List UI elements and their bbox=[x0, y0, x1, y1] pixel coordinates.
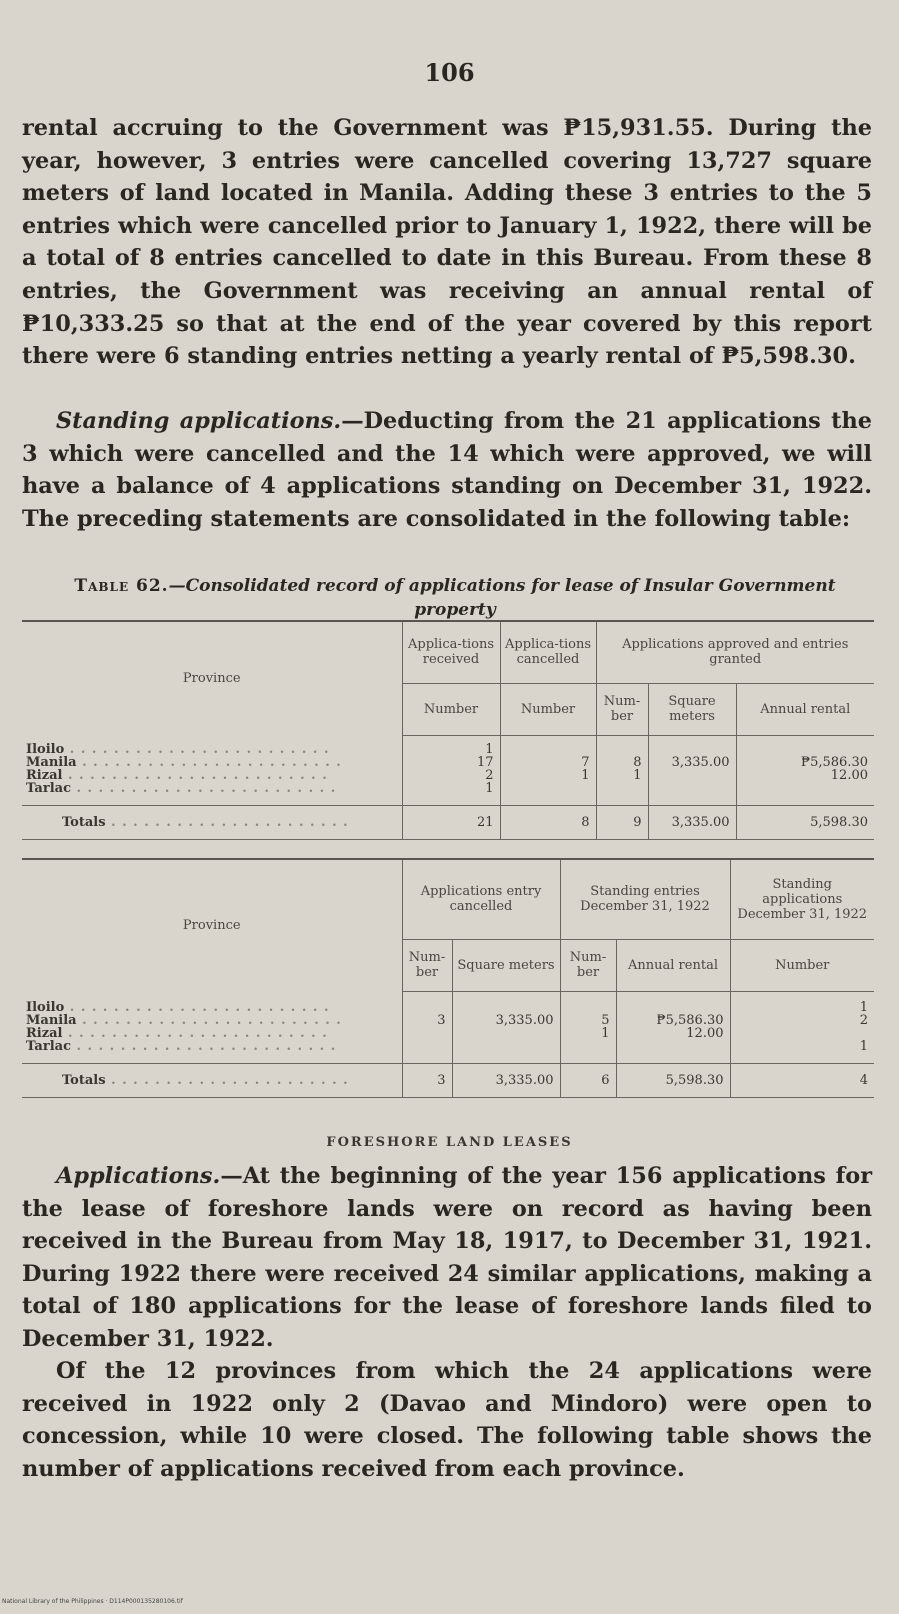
cell-received: 1 bbox=[402, 743, 500, 756]
cell-sqm: 3,335.00 bbox=[648, 756, 736, 769]
cell-num bbox=[402, 1040, 452, 1053]
total-num: 3 bbox=[402, 1063, 452, 1097]
cell-received: 1 bbox=[402, 782, 500, 795]
province-name: Tarlac bbox=[26, 1040, 71, 1053]
paragraph-lead: Standing applications. bbox=[56, 408, 342, 434]
header-entry-cancelled: Applications entry cancelled bbox=[402, 859, 560, 939]
subheader-number: Num-ber bbox=[560, 939, 616, 991]
table-row: Manila . . . . . . . . . . . . . . . . . . . . . . . . 17 7 8 3,335.00 ₱5,586.30 bbox=[22, 756, 874, 769]
total-num: 6 bbox=[560, 1063, 616, 1097]
cell-num bbox=[560, 1040, 616, 1053]
header-approved: Applications approved and entries granted bbox=[596, 621, 874, 683]
header-standing-applications: Standing applications December 31, 1922 bbox=[730, 859, 874, 939]
header-cancelled: Applica-tions cancelled bbox=[500, 621, 596, 683]
cell-rental bbox=[616, 1040, 730, 1053]
paragraph-standing-applications bbox=[22, 405, 872, 535]
province-name: Manila bbox=[26, 1014, 77, 1027]
cell-standing: 1 bbox=[730, 1001, 874, 1014]
cell-num: 3 bbox=[402, 1014, 452, 1027]
header-received: Applica-tions received bbox=[402, 621, 500, 683]
table-row: Iloilo . . . . . . . . . . . . . . . . . . . . . . . . 1 bbox=[22, 743, 874, 756]
totals-label: Totals bbox=[62, 814, 106, 830]
province-name: Rizal bbox=[26, 1027, 63, 1040]
subheader-annual-rental: Annual rental bbox=[616, 939, 730, 991]
cell-sqm bbox=[648, 782, 736, 795]
table-title: —Consolidated record of applications for lease of Insular Government property bbox=[168, 576, 836, 620]
table-applications bbox=[22, 620, 874, 840]
cell-standing: 1 bbox=[730, 1040, 874, 1053]
cell-sqm: 3,335.00 bbox=[452, 1014, 560, 1027]
table-row: Iloilo . . . . . . . . . . . . . . . . . . . . . . . . 1 bbox=[22, 1001, 874, 1014]
cell-num: 8 bbox=[596, 756, 648, 769]
table-row: Rizal . . . . . . . . . . . . . . . . . . . . . . . . 2 1 1 12.00 bbox=[22, 769, 874, 782]
cell-sqm bbox=[648, 769, 736, 782]
totals-label: Totals bbox=[62, 1072, 106, 1088]
header-standing-entries: Standing entries December 31, 1922 bbox=[560, 859, 730, 939]
total-received: 21 bbox=[402, 805, 500, 839]
total-standing: 4 bbox=[730, 1063, 874, 1097]
total-sqm: 3,335.00 bbox=[452, 1063, 560, 1097]
totals-row: Totals . . . . . . . . . . . . . . . . . . . . . . 21 8 9 3,335.00 5,598.30 bbox=[22, 805, 874, 839]
paragraph-text: —At the beginning of the year 156 applications for the lease of foreshore lands were on record as having been received in the Bureau from May 18, 1917, to December 31, 1921. During 1922 there were received 24 similar applications, making a total of 180 applications for the lease of foreshore lands filed to December 31, 1922. bbox=[22, 1163, 872, 1352]
scan-footer: National Library of the Philippines · D114P000135280106.tif bbox=[2, 1598, 183, 1605]
table-row: Tarlac . . . . . . . . . . . . . . . . . . . . . . . . 1 bbox=[22, 1040, 874, 1053]
paragraph-applications bbox=[22, 1160, 872, 1356]
total-rental: 5,598.30 bbox=[616, 1063, 730, 1097]
cell-standing: 2 bbox=[730, 1014, 874, 1027]
cell-rental: ₱5,586.30 bbox=[736, 756, 874, 769]
paragraph-lead: Applications. bbox=[56, 1163, 221, 1189]
province-name: Rizal bbox=[26, 769, 63, 782]
table-row: Manila . . . . . . . . . . . . . . . . . . . . . . . . 3 3,335.00 5 ₱5,586.30 2 bbox=[22, 1014, 874, 1027]
cell-rental: ₱5,586.30 bbox=[616, 1014, 730, 1027]
table-number: Table 62. bbox=[74, 576, 169, 596]
table-entries bbox=[22, 858, 874, 1098]
cell-sqm bbox=[452, 1027, 560, 1040]
cell-cancelled: 1 bbox=[500, 769, 596, 782]
subheader-number: Num-ber bbox=[596, 683, 648, 735]
page-number: 106 bbox=[424, 58, 475, 87]
cell-num: 1 bbox=[560, 1027, 616, 1040]
total-rental: 5,598.30 bbox=[736, 805, 874, 839]
subheader-number: Num-ber bbox=[402, 939, 452, 991]
province-name: Iloilo bbox=[26, 743, 65, 756]
totals-row: Totals . . . . . . . . . . . . . . . . . . . . . . 3 3,335.00 6 5,598.30 4 bbox=[22, 1063, 874, 1097]
paragraph-rental bbox=[22, 112, 872, 373]
subheader-square-meters: Square meters bbox=[648, 683, 736, 735]
cell-rental bbox=[736, 782, 874, 795]
paragraph-text: Of the 12 provinces from which the 24 applications were received in 1922 only 2 (Davao and Mindoro) were open to concession, while 10 were closed. The following table shows the number of applications received from each province. bbox=[22, 1358, 872, 1482]
paragraph-rental-text: rental accruing to the Government was ₱15,931.55. During the year, however, 3 entries were cancelled covering 13,727 square meters of land located in Manila. Adding these 3 entries to the 5 entries which were cancelled prior to January 1, 1922, there will be a total of 8 entries cancelled to date in this Bureau. From these 8 entries, the Government was receiving an annual rental of ₱10,333.25 so that at the end of the year covered by this report there were 6 standing entries netting a yearly rental of ₱5,598.30. bbox=[22, 115, 872, 370]
cell-standing bbox=[730, 1027, 874, 1040]
section-title: FORESHORE LAND LEASES bbox=[326, 1135, 573, 1150]
subheader-number: Number bbox=[730, 939, 874, 991]
total-num: 9 bbox=[596, 805, 648, 839]
cell-cancelled bbox=[500, 782, 596, 795]
header-province: Province bbox=[22, 859, 402, 991]
header-province: Province bbox=[22, 621, 402, 735]
cell-cancelled: 7 bbox=[500, 756, 596, 769]
cell-num bbox=[596, 782, 648, 795]
cell-rental: 12.00 bbox=[736, 769, 874, 782]
cell-rental: 12.00 bbox=[616, 1027, 730, 1040]
subheader-number: Number bbox=[500, 683, 596, 735]
cell-received: 2 bbox=[402, 769, 500, 782]
subheader-number: Number bbox=[402, 683, 500, 735]
cell-num: 1 bbox=[596, 769, 648, 782]
cell-received: 17 bbox=[402, 756, 500, 769]
table-row: Tarlac . . . . . . . . . . . . . . . . . . . . . . . . 1 bbox=[22, 782, 874, 795]
paragraph-text: —Deducting from the 21 applications the 3 which were cancelled and the 14 which were approved, we will have a balance of 4 applications standing on December 31, 1922. The preceding statements are consolidated in the following table: bbox=[22, 408, 872, 532]
total-cancelled: 8 bbox=[500, 805, 596, 839]
cell-num bbox=[402, 1027, 452, 1040]
province-name: Tarlac bbox=[26, 782, 71, 795]
table-row: Rizal . . . . . . . . . . . . . . . . . . . . . . . . 1 12.00 bbox=[22, 1027, 874, 1040]
cell-num: 5 bbox=[560, 1014, 616, 1027]
subheader-square-meters: Square meters bbox=[452, 939, 560, 991]
subheader-annual-rental: Annual rental bbox=[736, 683, 874, 735]
province-name: Manila bbox=[26, 756, 77, 769]
table-caption bbox=[60, 574, 850, 622]
total-sqm: 3,335.00 bbox=[648, 805, 736, 839]
province-name: Iloilo bbox=[26, 1001, 65, 1014]
cell-sqm bbox=[452, 1040, 560, 1053]
paragraph-provinces bbox=[22, 1355, 872, 1485]
